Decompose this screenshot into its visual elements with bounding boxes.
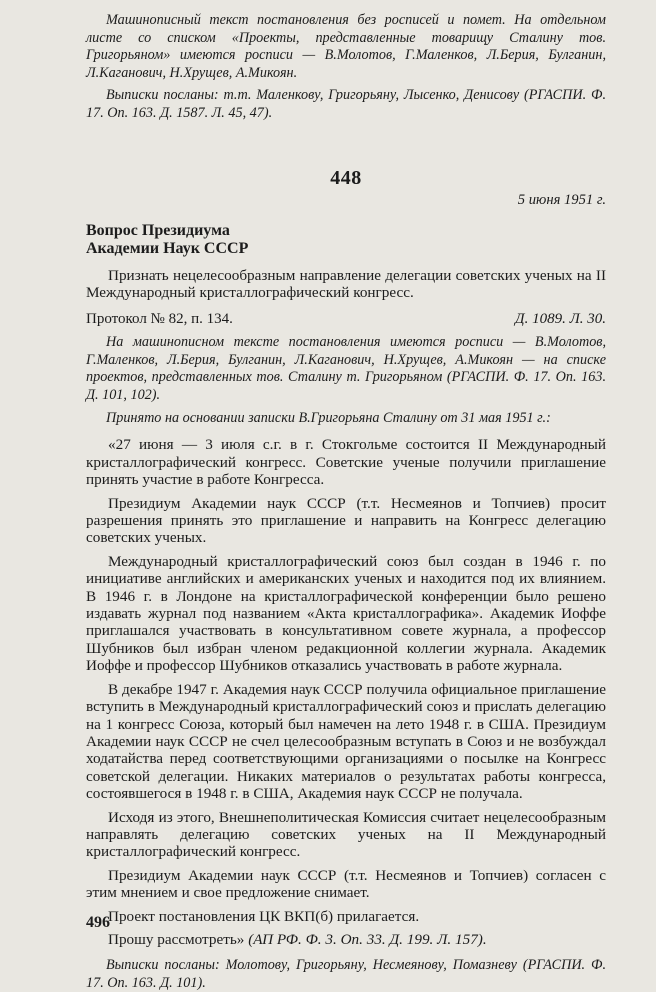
page-number: 496: [86, 914, 110, 931]
memo-paragraph-4: В декабре 1947 г. Академия наук СССР получила официальное приглашение вступить в Международный кристаллографический союз и прислать делегацию на 1 конгресс Союза, который был намечен на лето 1948 г. в США. Президиум Академии наук СССР не счел целесообразным вступать в Союз и не возбуждал ходатайства перед соответствующими организациями о посылке на Конгресс советской делегации. Никаких материалов о результатах работы конгресса, состоявшегося в 1948 г. в США, Академия наук СССР не получала.: [86, 680, 606, 803]
basis-note: Принято на основании записки В.Григорьяна Сталину от 31 мая 1951 г.:: [106, 410, 551, 426]
memo-paragraph-3: Международный кристаллографический союз был создан в 1946 г. по инициативе английских и американских ученых и находится под их влиянием. В 1946 г. в Лондоне на кристаллографической конференции было решено издавать журнал под названием «Акта кристаллографика». Академик Иоффе приглашался участвовать в консультативном совете журнала, а профессор Шубников был избран членом редакционной коллегии журнала. Академик Иоффе и профессор Шубников отказались участвовать в работе журнала.: [86, 552, 606, 675]
protocol-row: [86, 310, 606, 328]
memo-paragraph-7: Проект постановления ЦК ВКП(б) прилагается.: [108, 907, 420, 925]
protocol-number: Протокол № 82, п. 134.: [86, 311, 233, 328]
signature-note: На машинописном тексте постановления имеются росписи — В.Молотов, Г.Маленков, Л.Берия, Булганин, Л.Каганович, Н.Хрущев, А.Микоян — на списке проектов, представленных тов. Сталину т. Григорьяном (РГАСПИ. Ф. 17. Оп. 163. Д. 101, 102).: [86, 334, 606, 403]
memo-paragraph-5: Исходя из этого, Внешнеполитическая Комиссия считает нецелесообразным направлять делегацию советских ученых на II Международный кристаллографический конгресс.: [86, 808, 606, 861]
top-distribution-note: Выписки посланы: т.т. Маленкову, Григорьяну, Лысенко, Денисову (РГАСПИ. Ф. 17. Оп. 163. Д. 1587. Л. 45, 47).: [86, 87, 606, 121]
subject-heading: [86, 222, 606, 258]
final-distribution-note: Выписки посланы: Молотову, Григорьяну, Несмеянову, Помазневу (РГАСПИ. Ф. 17. Оп. 163. Д. 101).: [86, 957, 606, 991]
memo-paragraph-6: Президиум Академии наук СССР (т.т. Несмеянов и Топчиев) согласен с этим мнением и свое предложение снимает.: [86, 866, 606, 902]
subject-line-1: Вопрос Президиума: [86, 221, 230, 239]
closing-text: Прошу рассмотреть»: [108, 930, 249, 948]
document-number: 448: [330, 166, 362, 189]
closing-archive-ref: (АП РФ. Ф. 3. Оп. 33. Д. 199. Л. 157).: [248, 930, 487, 948]
memo-paragraph-2: Президиум Академии наук СССР (т.т. Несмеянов и Топчиев) просит разрешения принять это приглашение и направить на Конгресс делегацию советских ученых.: [86, 494, 606, 547]
document-date: 5 июня 1951 г.: [517, 191, 606, 208]
top-archival-note: Машинописный текст постановления без росписей и помет. На отдельном листе со списком «Проекты, представленные товарищу Сталину тов. Григорьяном» имеются росписи — В.Молотов, Г.Маленков, Л.Берия, Булганин, Л.Каганович, Н.Хрущев, А.Микоян.: [86, 12, 606, 81]
resolution-text: Признать нецелесообразным направление делегации советских ученых на II Международный кристаллографический конгресс.: [86, 266, 606, 301]
subject-line-2: Академии Наук СССР: [86, 239, 249, 257]
protocol-archive-ref: Д. 1089. Л. 30.: [515, 311, 606, 328]
memo-paragraph-1: «27 июня — 3 июля с.г. в г. Стокгольме состоится II Международный кристаллографический конгресс. Советские ученые получили приглашение принять участие в работе Конгресса.: [86, 436, 606, 489]
memo-closing: [86, 931, 606, 948]
